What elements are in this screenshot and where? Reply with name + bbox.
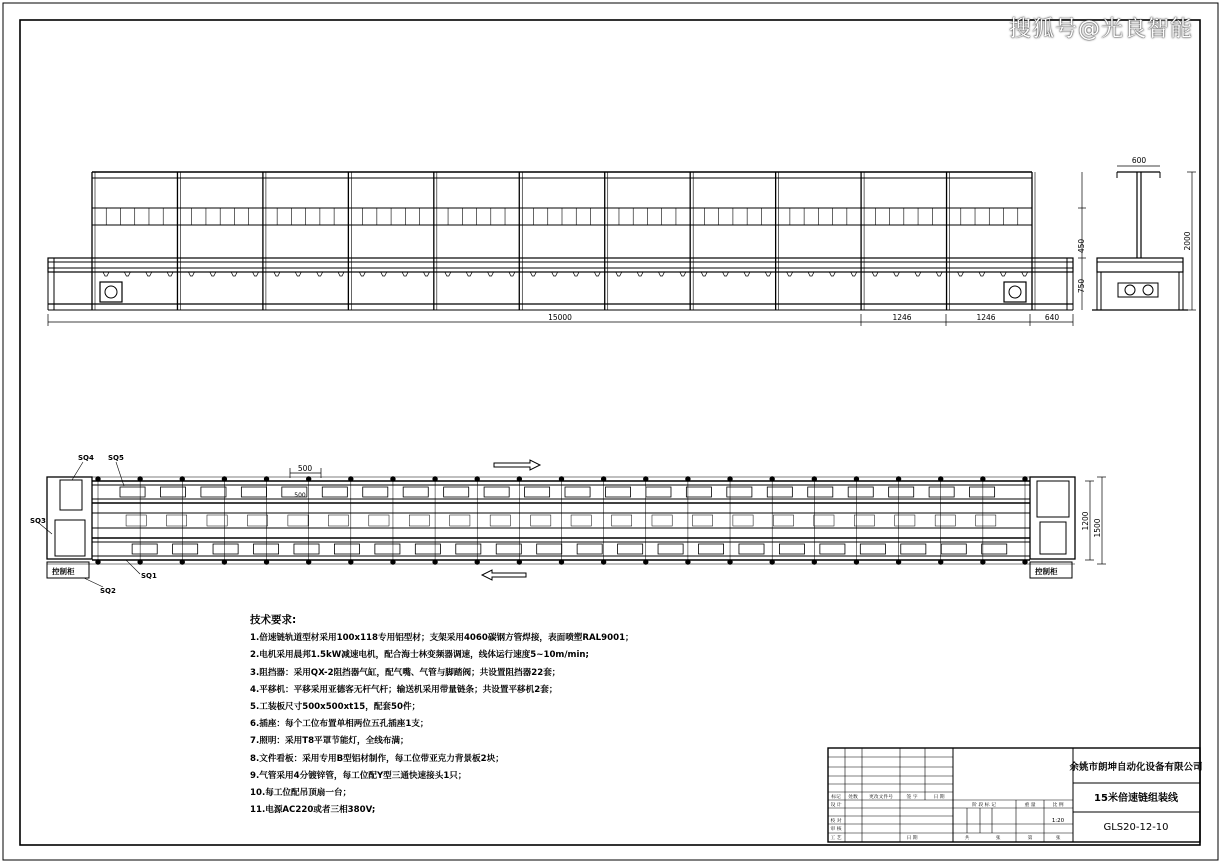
stopper-mark <box>979 272 985 276</box>
tb-header-docno: 更改文件号 <box>869 795 893 800</box>
stopper-mark <box>317 272 323 276</box>
pallet-lower <box>254 544 279 554</box>
dim-front-seg2: 1246 <box>976 313 996 322</box>
pallet-return <box>490 515 510 526</box>
pallet-lower <box>618 544 643 554</box>
stopper-mark <box>594 272 600 276</box>
pallet-lower <box>375 544 400 554</box>
dim-front-seg1: 1246 <box>892 313 912 322</box>
tb-header-date: 日 期 <box>933 795 945 800</box>
stopper-mark <box>423 272 429 276</box>
stopper-mark <box>829 272 835 276</box>
pallet-return <box>409 515 429 526</box>
flow-arrow-right <box>494 460 540 470</box>
pallet-upper <box>160 487 185 497</box>
stopper-mark <box>573 272 579 276</box>
stopper-mark <box>723 272 729 276</box>
tb-stage-mark: 阶 段 标 记 <box>972 803 996 808</box>
tb-row-design: 设 计 <box>830 803 842 808</box>
dim-front-total: 15000 <box>548 313 572 322</box>
pallet-return <box>167 515 187 526</box>
pallet-return <box>976 515 996 526</box>
label-sq1: SQ1 <box>141 572 157 580</box>
pallet-upper <box>403 487 428 497</box>
stopper-mark <box>701 272 707 276</box>
stopper-mark <box>167 272 173 276</box>
tech-item: 8.文件看板：采用专用B型铝材制作，每工位带亚克力背景板2块； <box>250 753 504 764</box>
pallet-upper <box>605 487 630 497</box>
tech-item: 6.插座：每个工位布置单相两位五孔插座1支； <box>250 719 429 730</box>
tb-bottom-no: 第 <box>1027 836 1033 841</box>
pallet-upper <box>525 487 550 497</box>
technical-requirements <box>250 612 634 819</box>
dim-side-width: 600 <box>1131 156 1147 165</box>
tech-item: 7.照明：采用T8平罩节能灯，全线布满； <box>250 736 409 747</box>
tech-item: 1.倍速链轨道型材采用100x118专用铝型材；支架采用4060碳钢方管焊接，表面喷塑RAL9001； <box>250 633 634 644</box>
stopper-mark <box>872 272 878 276</box>
stopper-mark <box>231 272 237 276</box>
pallet-upper <box>686 487 711 497</box>
plan-view <box>40 462 1106 587</box>
pallet-return <box>652 515 672 526</box>
stopper-mark <box>851 272 857 276</box>
stopper-mark <box>744 272 750 276</box>
stopper-mark <box>552 272 558 276</box>
stopper-mark <box>188 272 194 276</box>
tb-row-check: 校 对 <box>830 819 842 824</box>
stopper-mark <box>915 272 921 276</box>
tb-bottom-sheet: 张 <box>995 836 1001 841</box>
pallet-return <box>126 515 146 526</box>
pallet-return <box>692 515 712 526</box>
tech-item: 9.气管采用4分镀锌管，每工位配Y型三通快速接头1只； <box>250 770 467 781</box>
watermark-text: 搜狐号@光良智能 <box>1008 17 1193 42</box>
label-control-right: 控制柜 <box>1035 567 1058 576</box>
tb-date-label: 日 期 <box>906 836 918 841</box>
label-control-left: 控制柜 <box>52 567 75 576</box>
title-scale: 1:20 <box>1051 818 1065 824</box>
stopper-mark <box>295 272 301 276</box>
dim-plan-w2: 1500 <box>1093 518 1102 538</box>
tb-bottom-total: 共 <box>964 836 970 841</box>
tb-row-review: 审 核 <box>830 827 842 832</box>
dim-plan-small: 500 <box>294 492 306 499</box>
pallet-upper <box>241 487 266 497</box>
label-sq2: SQ2 <box>100 587 116 595</box>
stopper-mark <box>958 272 964 276</box>
pallet-return <box>733 515 753 526</box>
pallet-lower <box>820 544 845 554</box>
stopper-mark <box>1022 272 1028 276</box>
dim-front-h2: 750 <box>1077 278 1086 294</box>
pallet-lower <box>941 544 966 554</box>
dim-front-end: 640 <box>1044 313 1060 322</box>
tech-item: 3.阻挡器：采用QX-2阻挡器气缸，配气嘴、气管与脚踏阀；共设置阻挡器22套； <box>250 667 561 678</box>
tech-item: 4.平移机：平移采用亚德客无杆气杆；输送机采用带量链条；共设置平移机2套； <box>250 684 558 695</box>
tb-stage-scale: 比 例 <box>1052 803 1064 808</box>
tb-header-count: 处数 <box>848 795 858 800</box>
stopper-mark <box>509 272 515 276</box>
stopper-mark <box>893 272 899 276</box>
pallet-upper <box>322 487 347 497</box>
stopper-mark <box>637 272 643 276</box>
stopper-mark <box>210 272 216 276</box>
pallet-upper <box>808 487 833 497</box>
stopper-mark <box>359 272 365 276</box>
stopper-mark <box>338 272 344 276</box>
stopper-mark <box>658 272 664 276</box>
stopper-mark <box>146 272 152 276</box>
title-drawing-name: 15米倍速链组装线 <box>1094 793 1178 804</box>
stopper-mark <box>680 272 686 276</box>
pallet-upper <box>363 487 388 497</box>
tb-bottom-sheet2: 张 <box>1055 836 1061 841</box>
title-company: 余姚市朗坤自动化设备有限公司 <box>1069 762 1203 773</box>
pallet-lower <box>213 544 238 554</box>
pallet-return <box>773 515 793 526</box>
pallet-upper <box>201 487 226 497</box>
flow-arrow-left <box>482 570 526 580</box>
pallet-lower <box>901 544 926 554</box>
tech-item: 10.每工位配吊顶扇一台； <box>250 788 352 799</box>
pallet-return <box>935 515 955 526</box>
dim-plan-pitch: 500 <box>297 464 313 473</box>
stopper-mark <box>253 272 259 276</box>
tech-item: 5.工装板尺寸500x500xt15，配套50件； <box>250 702 421 713</box>
stopper-mark <box>787 272 793 276</box>
stopper-mark <box>936 272 942 276</box>
tech-item: 11.电源AC220或者三相380V; <box>250 805 376 816</box>
pallet-upper <box>767 487 792 497</box>
stopper-mark <box>445 272 451 276</box>
pallet-upper <box>889 487 914 497</box>
pallet-upper <box>565 487 590 497</box>
front-elevation-view <box>48 172 1086 326</box>
pallet-upper <box>444 487 469 497</box>
pallet-return <box>288 515 308 526</box>
pallet-return <box>612 515 632 526</box>
pallet-lower <box>779 544 804 554</box>
pallet-return <box>854 515 874 526</box>
pallet-return <box>531 515 551 526</box>
pallet-lower <box>496 544 521 554</box>
pallet-lower <box>739 544 764 554</box>
stopper-mark <box>466 272 472 276</box>
pallet-upper <box>929 487 954 497</box>
dim-plan-w1: 1200 <box>1081 511 1090 531</box>
pallet-lower <box>334 544 359 554</box>
pallet-lower <box>658 544 683 554</box>
stopper-mark <box>530 272 536 276</box>
pallet-upper <box>727 487 752 497</box>
dim-front-h1: 450 <box>1077 238 1086 254</box>
dim-side-height: 2000 <box>1183 231 1192 251</box>
pallet-upper <box>484 487 509 497</box>
pallet-lower <box>173 544 198 554</box>
pallet-return <box>895 515 915 526</box>
pallet-return <box>328 515 348 526</box>
tb-header-mark: 标记 <box>831 795 841 800</box>
tech-title: 技术要求: <box>250 614 297 626</box>
pallet-return <box>814 515 834 526</box>
pallet-lower <box>577 544 602 554</box>
pallet-lower <box>415 544 440 554</box>
pallet-upper <box>848 487 873 497</box>
pallet-upper <box>120 487 145 497</box>
pallet-return <box>369 515 389 526</box>
pallet-lower <box>699 544 724 554</box>
stopper-mark <box>1000 272 1006 276</box>
tb-header-sign: 签 字 <box>906 795 918 800</box>
stopper-mark <box>274 272 280 276</box>
pallet-return <box>247 515 267 526</box>
side-elevation-view <box>1092 166 1196 310</box>
stopper-mark <box>616 272 622 276</box>
title-drawing-no: GLS20-12-10 <box>1103 822 1169 833</box>
pallet-lower <box>537 544 562 554</box>
tb-stage-weight: 重 量 <box>1024 803 1036 808</box>
pallet-lower <box>132 544 157 554</box>
label-sq5: SQ5 <box>108 454 124 462</box>
pallet-upper <box>970 487 995 497</box>
tb-row-process: 工 艺 <box>830 836 842 841</box>
tech-item: 2.电机采用晨邦1.5kW减速电机，配合海士林变频器调速，线体运行速度5~10m/min; <box>250 650 589 661</box>
stopper-mark <box>381 272 387 276</box>
pallet-lower <box>294 544 319 554</box>
pallet-return <box>571 515 591 526</box>
stopper-mark <box>808 272 814 276</box>
pallet-upper <box>646 487 671 497</box>
pallet-return <box>450 515 470 526</box>
pallet-lower <box>982 544 1007 554</box>
label-sq4: SQ4 <box>78 454 94 462</box>
stopper-mark <box>765 272 771 276</box>
stopper-mark <box>488 272 494 276</box>
pallet-lower <box>860 544 885 554</box>
stopper-mark <box>103 272 109 276</box>
stopper-mark <box>402 272 408 276</box>
label-sq3: SQ3 <box>30 517 46 525</box>
stopper-mark <box>124 272 130 276</box>
